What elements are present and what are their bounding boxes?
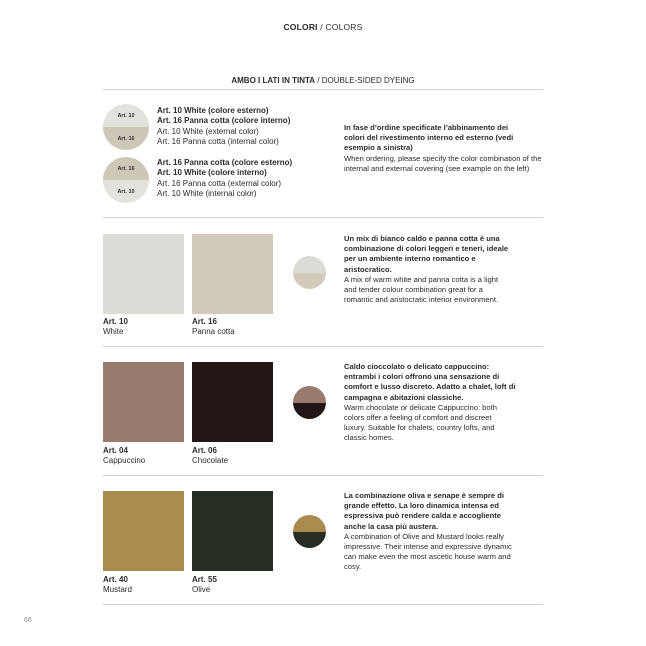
section-heading <box>103 76 543 85</box>
combo-circle-bottom <box>293 532 326 549</box>
combination-line: Art. 16 Panna cotta (colore esterno) <box>157 158 293 167</box>
page-number: 66 <box>24 617 32 624</box>
circle-bottom-half: Art. 16 <box>103 127 149 150</box>
description-it: La combinazione oliva e senape è sempre di grande effetto. La loro dinamica intensa ed espressiva può rendere calda e accogliente anche la casa più austera. <box>344 491 504 531</box>
swatch-name: Mustard <box>103 585 132 594</box>
swatch-cappuccino <box>103 362 184 442</box>
ordering-note <box>344 123 554 174</box>
circle-top-half: Art. 16 <box>103 157 149 180</box>
swatch-code: Art. 04 <box>103 446 128 455</box>
combination-line: Art. 10 White (colore esterno) <box>157 106 269 115</box>
combination-line: Art. 10 White (external color) <box>157 126 259 136</box>
swatch-code: Art. 16 <box>192 317 217 326</box>
description-en: A mix of warm white and panna cotta is a light and tender colour combination great for a romantic and aristocratic interior environment. <box>344 274 499 305</box>
combo-circle-top <box>293 515 326 532</box>
combination-line: Art. 16 Panna cotta (external color) <box>157 178 282 188</box>
page-title <box>0 22 646 32</box>
combination-circle-2 <box>103 157 149 203</box>
description-en: Warm chocolate or delicate Cappuccino: both colors offer a feeling of comfort and discreet luxury. Suitable for chalets, country lofts, and classic homes. <box>344 402 497 443</box>
divider <box>103 217 543 218</box>
divider <box>103 604 543 605</box>
swatch-code: Art. 06 <box>192 446 217 455</box>
swatch-name: White <box>103 327 124 336</box>
combo-circle <box>293 515 326 548</box>
combination-text-1 <box>157 106 290 148</box>
section-description <box>344 491 554 573</box>
combination-line: Art. 10 White (colore interno) <box>157 168 267 178</box>
description-it: Caldo cioccolato o delicato cappuccino: entrambi i colori offrono una sensazione di comfort e lusso discreto. Adatto a chalet, loft di campagna e abitazioni classiche. <box>344 362 516 402</box>
combo-circle-top <box>293 256 326 273</box>
combo-circle <box>293 256 326 289</box>
combination-line: Art. 16 Panna cotta (internal color) <box>157 137 279 147</box>
swatch-chocolate <box>192 362 273 442</box>
combo-circle <box>293 386 326 419</box>
combination-text-2 <box>157 158 292 200</box>
combo-circle-bottom <box>293 273 326 290</box>
swatch-name: Cappuccino <box>103 456 146 465</box>
combination-line: Art. 10 White (internal color) <box>157 189 257 199</box>
divider <box>103 475 543 476</box>
swatch-white <box>103 234 184 314</box>
swatch-panna-cotta <box>192 234 273 314</box>
swatch-olive <box>192 491 273 571</box>
divider <box>103 346 543 347</box>
ordering-note-en: When ordering, please specify the color combination of the internal and external covering (see example on the left) <box>344 153 542 173</box>
combo-circle-top <box>293 386 326 403</box>
section-heading-bold: AMBO I LATI IN TINTA <box>231 76 316 85</box>
combination-circle-1 <box>103 104 149 150</box>
swatch-name: Olive <box>192 585 211 594</box>
section-description <box>344 234 554 305</box>
page-title-rest: / COLORS <box>317 22 363 32</box>
swatch-code: Art. 10 <box>103 317 128 326</box>
combination-line: Art. 16 Panna cotta (colore interno) <box>157 116 291 126</box>
ordering-note-it: In fase d’ordine specificate l’abbinamento dei colori del rivestimento interno ed esterno (vedi esempio a sinistra) <box>344 123 514 153</box>
swatch-name: Chocolate <box>192 456 229 465</box>
swatch-mustard <box>103 491 184 571</box>
swatch-code: Art. 40 <box>103 575 128 584</box>
page-title-bold: COLORI <box>283 22 318 32</box>
divider <box>103 89 543 90</box>
circle-bottom-half: Art. 10 <box>103 180 149 203</box>
section-heading-rest: / DOUBLE-SIDED DYEING <box>315 76 415 85</box>
swatch-code: Art. 55 <box>192 575 217 584</box>
swatch-name: Panna cotta <box>192 327 235 336</box>
combo-circle-bottom <box>293 403 326 420</box>
section-description <box>344 362 554 444</box>
circle-top-half: Art. 10 <box>103 104 149 127</box>
description-it: Un mix di bianco caldo e panna cotta è una combinazione di colori leggeri e teneri, ideale per un ambiente interno romantico e aristocratico. <box>344 234 509 274</box>
description-en: A combination of Olive and Mustard looks really impressive. Their intense and expressive dynamic can make even the most ascetic house warm and cosy. <box>344 531 512 572</box>
